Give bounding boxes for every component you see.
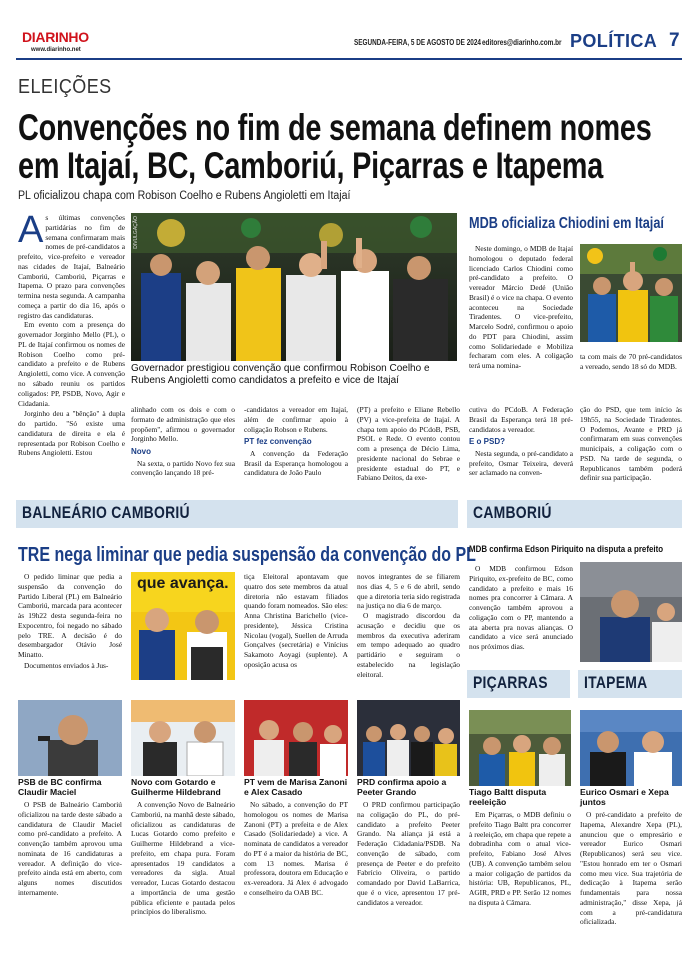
headline <box>18 107 652 186</box>
main-col-4: (PT) a prefeito e Eliane Rebello (PV) a vice-prefeita de Itajaí. A chapa tem apoio do PCdoB, PSB, PSOL e Rede. O evento contou com a presença de Décio Lima, presidente nacional do Sebrae e presidente estadual do PT, e Fabiano Deitos, da exe- <box>357 405 460 483</box>
main-col-2: alinhado com os dois e com o formato de administração que eles propõem", afirmou o governador Jorginho Mello. Novo Na sexta, o partido Novo fez sua convenção lançando 18 pré- <box>131 405 235 478</box>
tre-col-3: novos integrantes de se filiarem nos dias 4, 5 e 6 de abril, sendo que a diretoria teria sido registrada na justiça no dia 6 de março. O magistrado discordou da acusação e decidiu que os membros da executiva aderiram em tempo adequado ao quadro partidário e seguiram o estabelecido na legislação eleitoral. <box>357 572 460 679</box>
tre-col-1: O pedido liminar que pedia a suspensão da convenção do Partido Liberal (PL) em Balneário Camboriú, marcada para acontecer às 19h22 desta segunda-feira no Expocentro, foi negado no sábado pelo TRE. A decisão é do desembargador Otávio José Minatto. Documentos enviados à Jus- <box>18 572 122 670</box>
bc-item-3-title: PT vem de Marisa Zanoni e Alex Casado <box>244 777 348 797</box>
bc-item-2-title: Novo com Gotardo e Guilherme Hildebrand <box>131 777 221 797</box>
bc-item-2-photo[interactable] <box>131 700 235 776</box>
bc-item-2-text: A convenção Novo de Balneário Camboriú, na manhã deste sábado, oficializou as candidaturas de Lucas Gotardo como prefeito e Guilherme Hildebrand a vice-prefeito, em chapa pura. Foram apresentados 19 candidatos a vereadores da sigla. Atual vereador, Lucas Gotardo destacou a importância de uma gestão pública eficiente e pautada pelos princípios do liberalismo. <box>131 800 235 917</box>
itapema-photo[interactable] <box>580 710 682 786</box>
mdb-itajai-col-3: ção do PSD, que tem início às 19h55, na Sociedade Tiradentes. O Podemos, Avante e PRD já confirmaram em suas convenções municipais, a coligação com o PSD. Na tarde de segunda, o Republicanos também poderá definir sua participação. <box>580 405 682 483</box>
band-camboriu: CAMBORIÚ <box>467 500 682 528</box>
camboriu-title: MDB confirma Edson Piriquito na disputa a prefeito <box>469 544 664 554</box>
tre-col-2: tiça Eleitoral apontavam que quatro dos sete membros da atual diretoria não estavam filiados quando foram nomeados. São eles: Anna Christina Barichello (vice-presidente), Jéssica Cristina Nicolau (vogal), Suellen de Arruda Gonçalves (secretária) e Vinícius Sakamoto Aoyagi (suplente). A oposição acusa os <box>244 572 348 669</box>
kicker: ELEIÇÕES <box>18 76 112 98</box>
claudir-maciel-image <box>18 700 122 776</box>
bc-item-3-text: No sábado, a convenção do PT homologou os nomes de Marisa Zanoni (PT) a prefeita e de Alex Casado (Solidariedade) a vice. A nominata de candidatos a vereador do PT é a maior da história de BC, com 13 nomes. Marisa é professora, doutora em Educação e ex-vereadora. Já Alex é advogado e conselheiro da OAB BC. <box>244 800 348 897</box>
issue-date: SEGUNDA-FEIRA, 5 DE AGOSTO DE 2024 <box>354 38 481 47</box>
main-col-1 <box>18 213 125 503</box>
mdb-itajai-col-2: cutiva do PCdoB. A Federação Brasil da Esperança terá 18 pré-candidatos a vereador. E o PSD? Nesta segunda, o pré-candidato a prefeito, Osmar Teixeira, deverá ser aclamado na conven- <box>469 405 573 478</box>
subhead-psd: E o PSD? <box>469 437 506 447</box>
band-itapema: ITAPEMA <box>578 670 682 698</box>
pt-candidates-image <box>244 700 348 776</box>
picarras-photo[interactable] <box>469 710 571 786</box>
main-text-1: s últimas convenções partidárias no fim de semana confirmaram mais nomes de pré-candidatos a prefeito, vice-prefeito e vereador nas cidades de Itajaí, Balneário Camboriú, Camboriú, Piçarras e Itapema. O prazo para convenções termina nesta segunda. A campanha começa a partir do dia 16, após o registro das candidaturas. <box>18 213 125 320</box>
band-balneario-camboriu: BALNEÁRIO CAMBORIÚ <box>16 500 458 528</box>
editor-email[interactable]: editores@diarinho.com.br <box>482 38 562 47</box>
itapema-text: O pré-candidato a prefeito de Itapema, Alexandre Xepa (PL), anunciou que o empresário e vereador Eurico Osmari (Republicanos) será seu vice. "Estou honrado em ter o Osmari como meu vice. Sua trajetória de dedicação à Itapema serão fundamentais para nossa administração," disse Xepa, já com a pré-candidatura oficializada. <box>580 810 682 927</box>
tre-photo[interactable] <box>131 572 235 680</box>
masthead-rule <box>16 58 682 60</box>
photo-caption: Governador prestigiou convenção que confirmou Robison Coelho e Rubens Angioletti como candidatos a prefeito e vice de Itajaí <box>131 363 430 386</box>
bc-item-1-photo[interactable] <box>18 700 122 776</box>
bc-item-1-title: PSB de BC confirma Claudir Maciel <box>18 777 102 797</box>
mdb-itajai-photo[interactable] <box>580 244 682 342</box>
subhead-novo: Novo <box>131 447 151 457</box>
masthead <box>0 0 700 60</box>
headline-line-2: em Itajaí, BC, Camboriú, Piçarras e Itapema <box>18 145 604 186</box>
headline-line-1: Convenções no fim de semana definem nomes <box>18 107 652 148</box>
main-text-1b: Em evento com a presença do governador Jorginho Mello (PL), o PL de Itajaí confirmou os nomes de Robison Coelho como pré-candidato a prefeito e de Rubens Angioletti, como vice. A convenção no sábado reuniu os partidos coligados: PP, PSDB, Novo, Agir e Cidadania. <box>18 320 125 408</box>
subhead: PL oficializou chapa com Robison Coelho e Rubens Angioletti em Itajaí <box>18 190 351 202</box>
picarras-title: Tiago Baltt disputa reeleição <box>469 787 547 807</box>
camboriu-text: O MDB confirmou Edson Piriquito, ex-prefeito de BC, como candidato a prefeito e mais 16 nomes pra concorrer à Câmara. A convenção também aprovou a coligação com o PP, mantendo a ata aberta pra novas alianças. O candidato a vice será anunciado nos próximos dias. <box>469 564 573 652</box>
subhead-pt: PT fez convenção <box>244 437 312 447</box>
mdb-itajai-col-1-cont: ta com mais de 70 pré-candidatos a vereado, sendo 18 só do MDB. <box>580 352 682 371</box>
page-number: 7 <box>669 30 680 51</box>
poster-text: que avança. <box>137 575 229 592</box>
bc-item-4-title: PRD confirma apoio a Peeter Grando <box>357 777 447 797</box>
band-picarras: PIÇARRAS <box>467 670 570 698</box>
dropcap: A <box>18 213 44 251</box>
eurico-xepa-image <box>580 710 682 786</box>
novo-candidates-image <box>131 700 235 776</box>
main-text-1c: Jorginho deu a "bênção" à dupla do partido. "Só existe uma candidatura de direita e ela é representada por Robison Coelho e Rubens Angioletti. Estou <box>18 409 125 458</box>
tre-title: TRE nega liminar que pedia suspensão da convenção do PL <box>18 544 476 566</box>
convention-crowd-image <box>131 213 457 361</box>
bc-item-4-photo[interactable] <box>357 700 460 776</box>
bc-item-3-photo[interactable] <box>244 700 348 776</box>
piriquito-image <box>580 562 682 662</box>
main-photo[interactable] <box>131 213 457 361</box>
main-col-3: -candidatos a vereador em Itajaí, além de confirmar apoio à coligação Robson e Rubens. PT fez convenção A convenção da Federação Brasil da Esperança homologou a candidatura de João Paulo <box>244 405 348 478</box>
prd-convention-image <box>357 700 460 776</box>
itapema-title: Eurico Osmari e Xepa juntos <box>580 787 669 807</box>
bc-item-4-text: O PRD confirmou participação na coligação do PL, do pré-candidato a prefeito Peeter Grando. Na aliança já está a Federação Cidadania/PSDB. Na convenção de sábado, com presença de Peeter e do prefeito Fabrício Oliveira, o partido comandado por David LaBarrica, que é o vice, apresentou 17 pré-candidatos a vereador. <box>357 800 460 907</box>
site-url[interactable]: www.diarinho.net <box>31 47 81 53</box>
section-name: POLÍTICA <box>570 31 658 51</box>
mdb-itajai-col-1: Neste domingo, o MDB de Itajaí homologou o deputado federal licenciado Carlos Chiodini como pré-candidato a prefeito. O vereador Márcio Dedé (União Brasil) é o vice na chapa. O evento aconteceu na Sociedade Tiradentes. O vice-prefeito, Marcelo Sodré, confirmou o apoio do PDT para Chiodini, assim como Solidariedade e Mobiliza fecharam com eles. A coligação terá uma nomina- <box>469 244 573 371</box>
picarras-text: Em Piçarras, o MDB definiu o prefeito Tiago Baltt pra concorrer à reeleição, em chapa que repete a dobradinha com o atual vice-prefeito, Fabiano José Alves (UB). A convenção também selou a maior coligação de partidos da história: UB, Republicanos, PL, AGIR, PRD e PP. Serão 12 nomes na disputa à Câmara. <box>469 810 571 907</box>
tiago-baltt-image <box>469 710 571 786</box>
chiodini-rally-image <box>580 244 682 342</box>
bc-item-1-text: O PSB de Balneário Camboriú oficializou na tarde deste sábado a candidatura de Claudir Maciel como pré-candidato a prefeito. A convenção também aprovou uma nominata de 16 candidaturas a vereador. A definição do vice-prefeito ainda está em aberto, com alguns nomes discutidos internamente. <box>18 800 122 897</box>
camboriu-photo[interactable] <box>580 562 682 662</box>
photo-credit: DIVULGAÇÃO <box>133 216 139 249</box>
logo[interactable]: DIARINHO <box>22 29 89 45</box>
mdb-itajai-title: MDB oficializa Chiodini em Itajaí <box>469 215 664 232</box>
